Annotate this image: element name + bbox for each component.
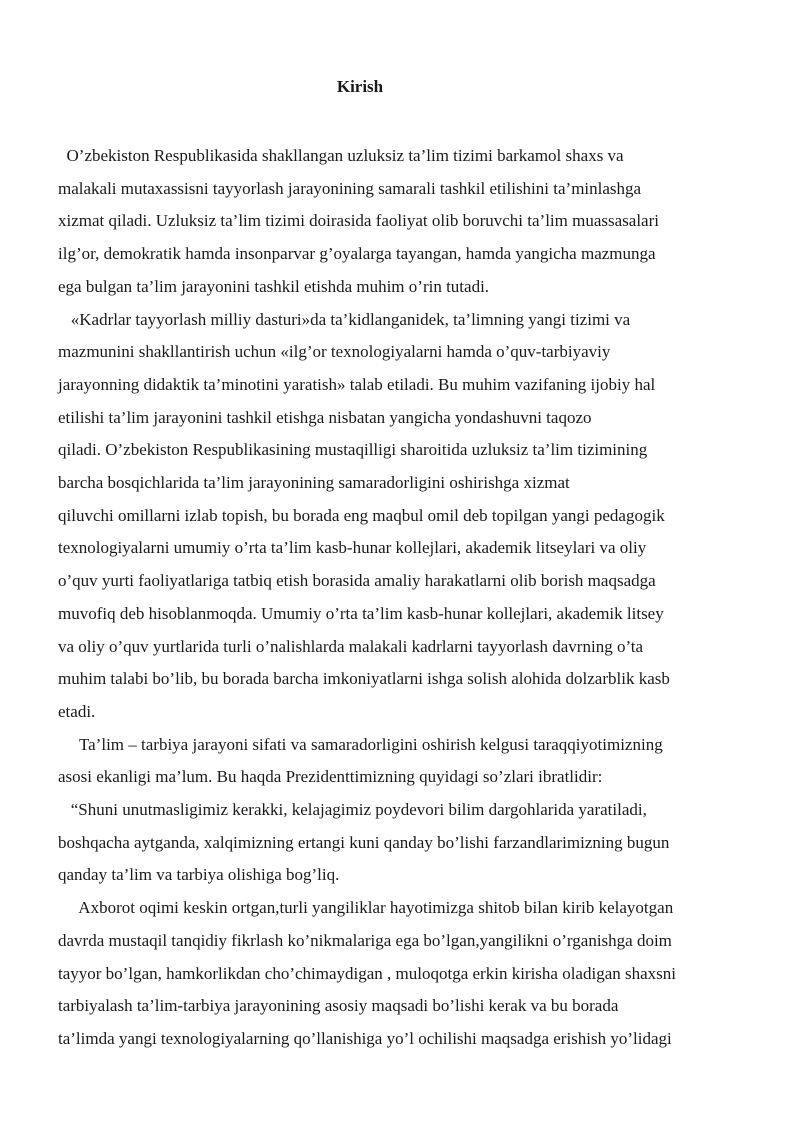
text-line: tayyor bo’lgan, hamkorlikdan cho’chimaydigan , muloqotga erkin kirisha oladigan shaxsni [58,963,676,983]
text-line: “Shuni unutmasligimiz kerakki, kelajagimiz poydevori bilim dargohlarida yaratiladi, [58,800,647,819]
text-line: ilg’or, demokratik hamda insonparvar g’oyalarga tayangan, hamda yangicha mazmunga [58,244,656,264]
text-line: etadi. [58,701,96,721]
text-line: «Kadrlar tayyorlash milliy dasturi»da ta’kidlanganidek, ta’limning yangi tizimi va [58,309,631,329]
page-title: Kirish [336,77,384,96]
text-line: muvofiq deb hisoblanmoqda. Umumiy o’rta ta’lim kasb-hunar kollejlari, akademik litsey [58,603,664,623]
text-line: mazmunini shakllantirish uchun «ilg’or texnologiyalarni hamda o’quv-tarbiyaviy [58,342,611,362]
text-line: qanday ta’lim va tarbiya olishiga bog’liq. [58,865,340,885]
text-line: ega bulgan ta’lim jarayonini tashkil etishda muhim o’rin tutadi. [58,276,490,296]
text-line: davrda mustaqil tanqidiy fikrlash ko’nikmalariga ega bo’lgan,yangilikni o’rganishga doim [58,930,672,950]
text-line: muhim talabi bo’lib, bu borada barcha imkoniyatlarni ishga solish alohida dolzarblik kasb [58,669,670,689]
text-line: jarayonning didaktik ta’minotini yaratish» talab etiladi. Bu muhim vazifaning ijobiy hal [58,374,656,394]
text-line: Ta’lim – tarbiya jarayoni sifati va samaradorligini oshirish kelgusi taraqqiyotimizning [58,734,663,754]
text-line: malakali mutaxassisni tayyorlash jarayonining samarali tashkil etilishini ta’minlashga [58,178,642,198]
text-line: ta’limda yangi texnologiyalarning qo’llanishiga yo’l ochilishi maqsadga erishish yo’lidagi [58,1028,672,1048]
text-line: asosi ekanligi ma’lum. Bu haqda Prezidenttimizning quyidagi so’zlari ibratlidir: [58,767,603,787]
text-line: tarbiyalash ta’lim-tarbiya jarayonining asosiy maqsadi bo’lishi kerak va bu borada [58,996,619,1016]
text-line: boshqacha aytganda, xalqimizning ertangi kuni qanday bo’lishi farzandlarimizning bugun [58,832,670,852]
text-line: xizmat qiladi. Uzluksiz ta’lim tizimi doirasida faoliyat olib boruvchi ta’lim muassasalari [58,211,659,231]
text-line: barcha bosqichlarida ta’lim jarayonining samaradorligini oshirishga xizmat [58,473,570,492]
text-line: qiladi. O’zbekiston Respublikasining mustaqilligi sharoitida uzluksiz ta’lim tizimining [58,440,648,460]
text-line: va oliy o’quv yurtlarida turli o’nalishlarda malakali kadrlarni tayyorlash davrning o’ta [58,636,644,656]
text-line: Axborot oqimi keskin ortgan,turli yangiliklar hayotimizga shitob bilan kirib kelayotgan [58,898,674,918]
text-line: texnologiyalarni umumiy o’rta ta’lim kasb-hunar kollejlari, akademik litseylari va oliy [58,538,647,558]
text-line: qiluvchi omillarni izlab topish, bu borada eng maqbul omil deb topilgan yangi pedagogik [58,505,665,525]
text-line: etilishi ta’lim jarayonini tashkil etishga nisbatan yangicha yondashuvni taqozo [58,407,592,427]
text-line: O’zbekiston Respublikasida shakllangan uzluksiz ta’lim tizimi barkamol shaxs va [58,146,624,165]
text-line: o’quv yurti faoliyatlariga tatbiq etish borasida amaliy harakatlarni olib borish maqsadga [58,571,656,591]
